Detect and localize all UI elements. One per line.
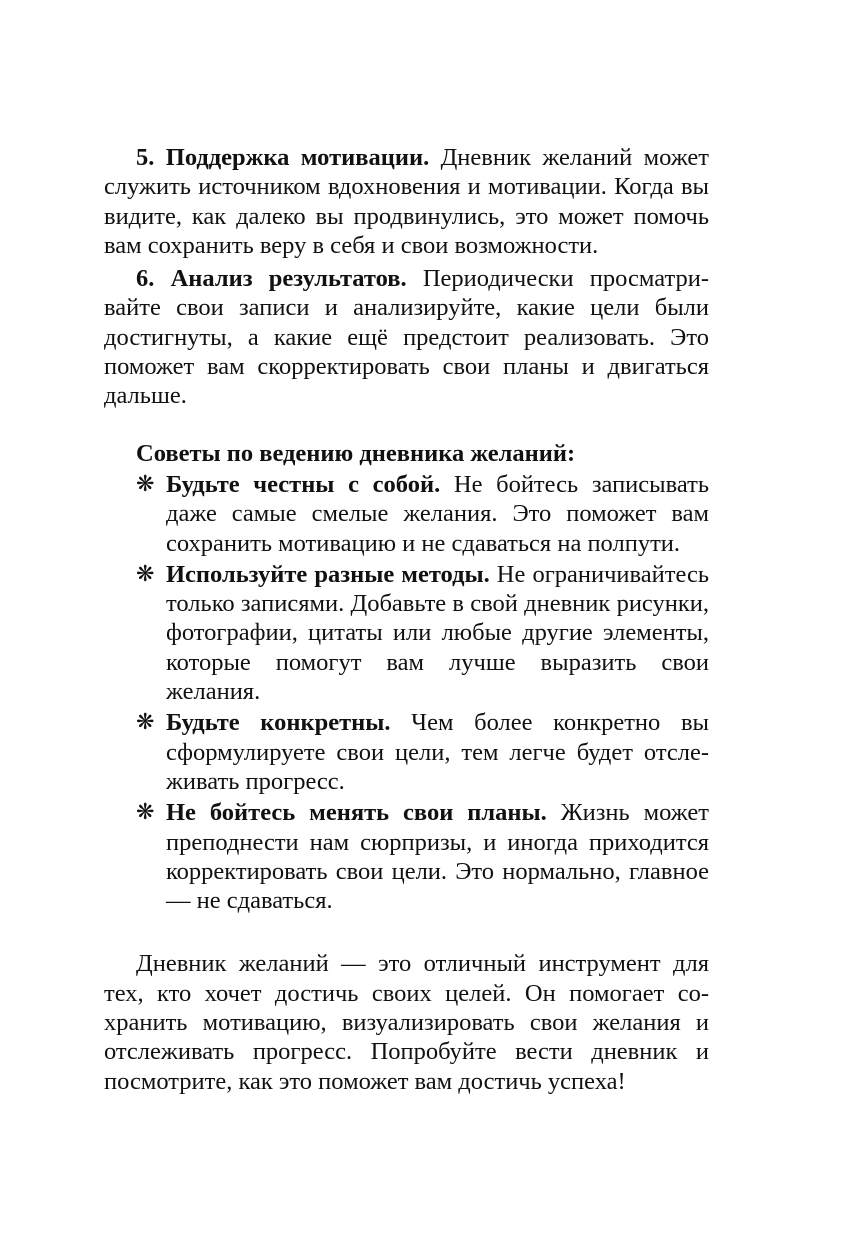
tip-item-change-plans bbox=[104, 798, 709, 915]
asterisk-bullet-icon: ❋ bbox=[136, 800, 155, 826]
tip-title: Используйте разные методы. bbox=[166, 560, 490, 588]
asterisk-bullet-icon: ❋ bbox=[136, 471, 155, 497]
tip-text: Жизнь может преподнести нам сюрпризы, и иногда приходится корректировать свои цели. Это нормально, главное — не сдаваться. bbox=[166, 799, 709, 915]
asterisk-bullet-icon: ❋ bbox=[136, 710, 155, 736]
section-motivation bbox=[104, 143, 709, 260]
section-analysis-title: 6. Анализ результатов. bbox=[136, 265, 407, 293]
tips-list bbox=[104, 470, 709, 915]
tip-item-methods bbox=[104, 560, 709, 706]
tip-title: Будьте конкретны. bbox=[166, 709, 391, 737]
section-motivation-text: Дневник желаний может служить источником вдохновения и мотивации. Когда вы видите, как далеко вы продвинулись, это может помочь вам сохранить веру в себя и свои возможности. bbox=[104, 144, 709, 259]
tip-item-honest bbox=[104, 470, 709, 558]
asterisk-bullet-icon: ❋ bbox=[136, 561, 155, 587]
book-page bbox=[104, 143, 709, 1096]
tip-title: Не бойтесь менять свои планы. bbox=[166, 799, 547, 827]
tip-title: Будьте честны с собой. bbox=[166, 470, 441, 498]
section-analysis bbox=[104, 264, 709, 410]
tip-text: Не бойтесь записывать даже самые смелые желания. Это поможет вам сохранить мотивацию и не сдаваться на полпути. bbox=[166, 470, 709, 557]
section-motivation-title: 5. Поддержка мотивации. bbox=[136, 144, 430, 171]
tip-text: Не ограничивайтесь только записями. Добавьте в свой дневник рисунки, фотографии, цитаты или любые другие элементы, которые помогут вам лучше выразить свои желания. bbox=[166, 560, 709, 706]
tips-heading: Советы по ведению дневника желаний: bbox=[136, 439, 576, 467]
tip-item-concrete bbox=[104, 708, 709, 796]
section-analysis-text: Периодически просматривайте свои записи и анализируйте, какие цели были достигнуты, а какие ещё предстоит реализовать. Это поможет вам скорректировать свои планы и двигаться дальше. bbox=[104, 265, 709, 410]
tip-text: Чем более конкретно вы сформулируете свои цели, тем легче будет отслеживать прогресс. bbox=[166, 709, 709, 795]
conclusion-paragraph: Дневник желаний — это отличный инструмент для тех, кто хочет достичь своих целей. Он помогает сохранить мотивацию, визуализировать свои желания и отслеживать прогресс. Попробуйте вести дневник и посмотрите, как это поможет вам достичь успеха! bbox=[104, 950, 709, 1095]
